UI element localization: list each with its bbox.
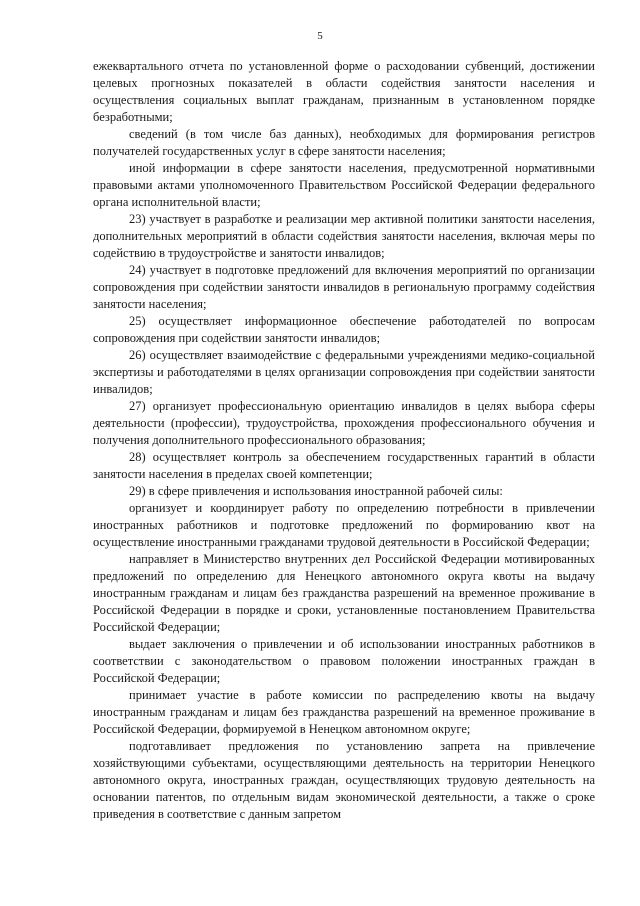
paragraph-other-info: иной информации в сфере занятости населения, предусмотренной нормативными правовыми актами уполномоченного Правительством Российской Федерации федерального органа исполнительной власти; <box>93 161 595 209</box>
page-number: 5 <box>317 30 323 42</box>
paragraph-item-24: 24) участвует в подготовке предложений для включения мероприятий по организации сопровождения при содействии занятости инвалидов в региональную программу содействия занятости населения; <box>93 263 595 311</box>
paragraph-registry-info: сведений (в том числе баз данных), необходимых для формирования регистров получателей государственных услуг в сфере занятости населения; <box>93 127 595 158</box>
document-body <box>93 58 595 823</box>
paragraph-item-25: 25) осуществляет информационное обеспечение работодателей по вопросам сопровождения при содействии занятости инвалидов; <box>93 314 595 345</box>
paragraph-item-27: 27) организует профессиональную ориентацию инвалидов в целях выбора сферы деятельности (профессии), трудоустройства, прохождения профессионального обучения и получения дополнительного профессионального образования; <box>93 399 595 447</box>
paragraph-item-26: 26) осуществляет взаимодействие с федеральными учреждениями медико-социальной экспертизы и работодателями в целях организации сопровождения при содействии занятости инвалидов; <box>93 348 595 396</box>
paragraph-continuation: ежеквартального отчета по установленной форме о расходовании субвенций, достижении целевых прогнозных показателей в области содействия занятости населения и осуществления социальных выплат гражданам, признанным в установленном порядке безработными; <box>93 59 595 124</box>
paragraph-organizes: организует и координирует работу по определению потребности в привлечении иностранных работников и подготовке предложений по формированию квот на осуществление иностранными гражданами трудовой деятельности в Российской Федерации; <box>93 501 595 549</box>
paragraph-issues: выдает заключения о привлечении и об использовании иностранных работников в соответствии с законодательством о правовом положении иностранных граждан в Российской Федерации; <box>93 637 595 685</box>
paragraph-item-28: 28) осуществляет контроль за обеспечением государственных гарантий в области занятости населения в пределах своей компетенции; <box>93 450 595 481</box>
paragraph-item-29: 29) в сфере привлечения и использования иностранной рабочей силы: <box>129 484 503 498</box>
paragraph-sends: направляет в Министерство внутренних дел Российской Федерации мотивированных предложений по определению для Ненецкого автономного округа квоты на выдачу иностранным гражданам и лицам без гражданства разрешений на временное проживание в Российской Федерации в порядке и сроки, установленные постановлением Правительства Российской Федерации; <box>93 552 595 634</box>
paragraph-item-23: 23) участвует в разработке и реализации мер активной политики занятости населения, дополнительных мероприятий в области содействия занятости населения, включая меры по содействию в трудоустройстве и занятости инвалидов; <box>93 212 595 260</box>
paragraph-prepares: подготавливает предложения по установлению запрета на привлечение хозяйствующими субъектами, осуществляющими деятельность на территории Ненецкого автономного округа, иностранных граждан, осуществляющих трудовую деятельность на основании патентов, по отдельным видам экономической деятельности, а также о сроке приведения в соответствие с данным запретом <box>93 739 595 821</box>
paragraph-participates: принимает участие в работе комиссии по распределению квоты на выдачу иностранным гражданам и лицам без гражданства разрешений на временное проживание в Российской Федерации, формируемой в Ненецком автономном округе; <box>93 688 595 736</box>
